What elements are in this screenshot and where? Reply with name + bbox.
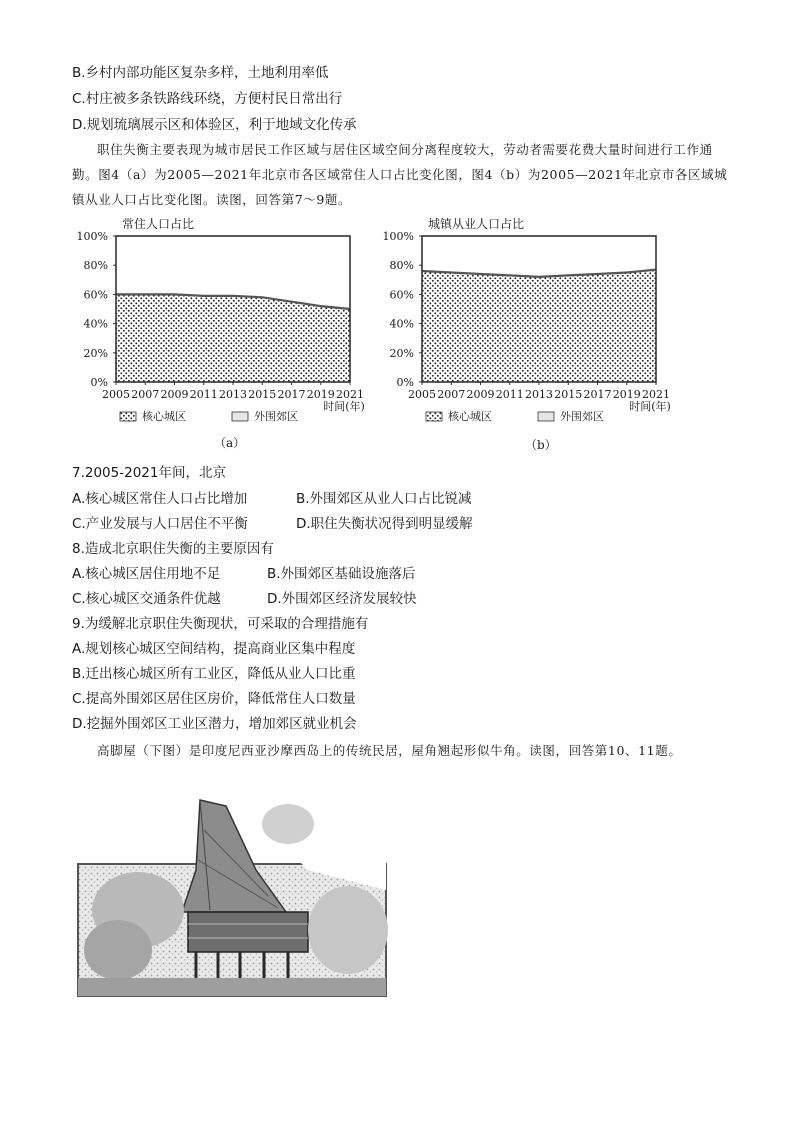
question-7-stem: 7.2005-2021年间，北京 <box>72 465 226 481</box>
chart-a-resident-population <box>70 212 390 432</box>
x-tick-label: 2021 <box>336 388 364 401</box>
legend-label-core: 核心城区 <box>142 410 186 423</box>
y-tick-label: 60% <box>389 288 414 302</box>
y-tick-label: 80% <box>389 259 414 273</box>
chart-b-employed-population <box>382 212 724 432</box>
question-7-option-a: A.核心城区常住人口占比增加 <box>72 491 248 507</box>
x-tick-label: 2013 <box>525 388 553 401</box>
option-c-prev: C.村庄被多条铁路线环绕，方便村民日常出行 <box>72 91 343 107</box>
legend-label-suburb: 外围郊区 <box>560 410 604 423</box>
chart-title: 常住人口占比 <box>122 217 195 231</box>
x-tick-label: 2005 <box>102 388 130 401</box>
series-area-核心城区 <box>116 294 350 382</box>
question-8-option-a: A.核心城区居住用地不足 <box>72 566 221 582</box>
x-tick-label: 2005 <box>408 388 436 401</box>
chart-title: 城镇从业人口占比 <box>428 217 525 231</box>
x-axis-unit-label: 时间(年) <box>629 400 671 413</box>
question-9-option-b: B.迁出核心城区所有工业区，降低从业人口比重 <box>72 666 356 682</box>
x-axis-unit-label: 时间(年) <box>323 400 365 413</box>
question-8-option-d: D.外围郊区经济发展较快 <box>267 591 417 607</box>
question-9-stem: 9.为缓解北京职住失衡现状，可采取的合理措施有 <box>72 616 369 632</box>
y-tick-label: 40% <box>83 317 108 331</box>
y-tick-label: 0% <box>396 376 414 389</box>
question-7-option-d: D.职住失衡状况得到明显缓解 <box>296 516 473 532</box>
x-tick-label: 2013 <box>219 388 247 401</box>
legend-label-suburb: 外围郊区 <box>254 410 298 423</box>
x-tick-label: 2017 <box>277 388 306 401</box>
question-9-option-c: C.提高外围郊区居住区房价，降低常住人口数量 <box>72 691 356 707</box>
option-d-prev: D.规划琉璃展示区和体验区，利于地域文化传承 <box>72 117 357 133</box>
question-8-option-b: B.外围郊区基础设施落后 <box>267 566 416 582</box>
x-tick-label: 2011 <box>189 388 218 401</box>
legend-swatch-suburb <box>538 412 554 421</box>
y-tick-label: 80% <box>83 259 108 273</box>
question-8-option-c: C.核心城区交通条件优越 <box>72 591 221 607</box>
stilt-house-photo <box>78 800 386 996</box>
x-tick-label: 2019 <box>612 388 641 401</box>
x-tick-label: 2015 <box>248 388 277 401</box>
question-8-stem: 8.造成北京职住失衡的主要原因有 <box>72 541 274 557</box>
x-tick-label: 2017 <box>583 388 612 401</box>
y-tick-label: 100% <box>76 230 108 243</box>
y-tick-label: 60% <box>83 288 108 302</box>
legend-swatch-core <box>426 412 442 421</box>
option-b-prev: B.乡村内部功能区复杂多样，土地利用率低 <box>72 65 329 81</box>
series-area-核心城区 <box>422 270 656 382</box>
y-tick-label: 20% <box>83 346 108 360</box>
x-tick-label: 2009 <box>160 388 189 401</box>
y-tick-label: 20% <box>389 346 414 360</box>
y-tick-label: 100% <box>382 230 414 243</box>
legend-swatch-suburb <box>232 412 248 421</box>
legend-swatch-core <box>120 412 136 421</box>
y-tick-label: 40% <box>389 317 414 331</box>
question-7-option-c: C.产业发展与人口居住不平衡 <box>72 516 248 532</box>
x-tick-label: 2019 <box>306 388 335 401</box>
intro-paragraph-7-9: 职住失衡主要表现为城市居民工作区域与居住区域空间分离程度较大，劳动者需要花费大量时间进行工作通勤。图4（a）为2005—2021年北京市各区域常住人口占比变化图，图4（b）为2005—2021年北京市各区域城镇从业人口占比变化图。读图，回答第7～9题。 <box>72 142 728 207</box>
legend-label-core: 核心城区 <box>448 410 492 423</box>
x-tick-label: 2009 <box>466 388 495 401</box>
x-tick-label: 2007 <box>131 388 160 401</box>
x-tick-label: 2011 <box>495 388 524 401</box>
x-tick-label: 2021 <box>642 388 670 401</box>
question-9-option-a: A.规划核心城区空间结构，提高商业区集中程度 <box>72 641 356 657</box>
intro-paragraph-10-11: 高脚屋（下图）是印度尼西亚沙摩西岛上的传统民居，屋角翘起形似牛角。读图，回答第10、11题。 <box>97 743 682 758</box>
figure-a-caption: （a） <box>214 436 246 450</box>
y-tick-label: 0% <box>90 376 108 389</box>
x-tick-label: 2007 <box>437 388 466 401</box>
question-7-option-b: B.外围郊区从业人口占比锐减 <box>296 491 472 507</box>
x-tick-label: 2015 <box>554 388 583 401</box>
figure-b-caption: （b） <box>525 438 557 452</box>
question-9-option-d: D.挖掘外围郊区工业区潜力，增加郊区就业机会 <box>72 716 357 732</box>
